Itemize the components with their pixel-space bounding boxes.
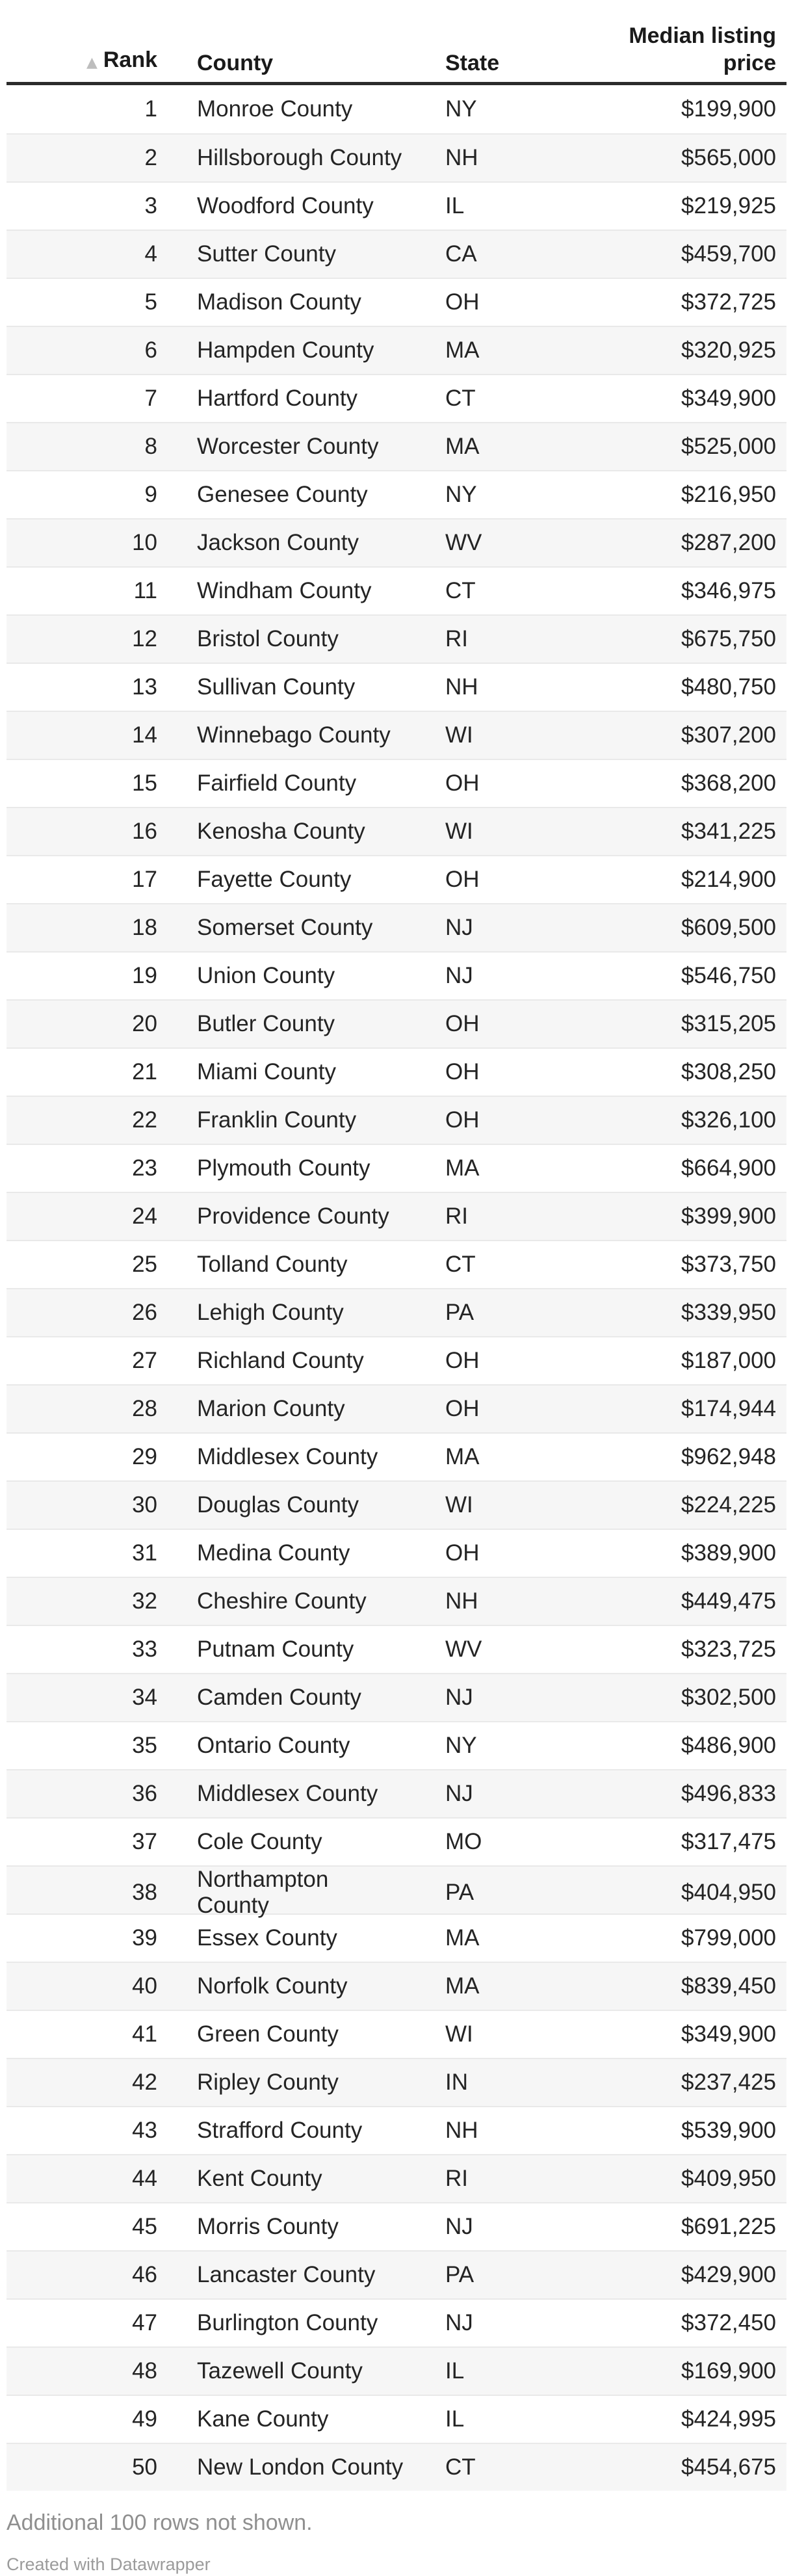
table-row: [6, 2346, 786, 2395]
state-cell: WV: [445, 1636, 482, 1662]
table-row: [6, 1577, 786, 1625]
rank-cell: 42: [132, 2070, 157, 2095]
table-row: [6, 1865, 786, 1918]
rank-cell: 40: [132, 1973, 157, 1999]
price-cell: $839,450: [681, 1973, 776, 1999]
county-cell: Essex County: [197, 1925, 337, 1951]
state-cell: MA: [445, 337, 480, 363]
rank-cell: 24: [132, 1203, 157, 1229]
county-cell: Cole County: [197, 1829, 322, 1854]
state-cell: OH: [445, 1107, 480, 1133]
state-cell: MA: [445, 1155, 480, 1181]
price-cell: $454,675: [681, 2454, 776, 2480]
datawrapper-table: [6, 0, 786, 2491]
price-cell: $216,950: [681, 482, 776, 507]
price-cell: $609,500: [681, 915, 776, 940]
price-cell: $368,200: [681, 770, 776, 796]
county-cell: Ontario County: [197, 1733, 350, 1758]
state-cell: NH: [445, 2118, 478, 2143]
state-cell: MA: [445, 434, 480, 459]
state-cell: MA: [445, 1973, 480, 1999]
rank-cell: 22: [132, 1107, 157, 1133]
column-header-state[interactable]: [406, 49, 617, 77]
rank-cell: 49: [132, 2406, 157, 2432]
county-cell: Winnebago County: [197, 722, 391, 748]
column-header-state-label: State: [445, 51, 500, 75]
county-cell: Cheshire County: [197, 1588, 367, 1614]
table-row: [6, 326, 786, 374]
rank-cell: 26: [132, 1300, 157, 1325]
state-cell: NJ: [445, 2310, 473, 2335]
state-cell: NJ: [445, 963, 473, 988]
state-cell: CT: [445, 1252, 476, 1277]
price-cell: $691,225: [681, 2214, 776, 2239]
rank-cell: 4: [144, 241, 157, 267]
price-cell: $429,900: [681, 2262, 776, 2287]
county-cell: Plymouth County: [197, 1155, 370, 1181]
state-cell: IL: [445, 193, 465, 218]
table-row: [6, 278, 786, 326]
state-cell: WI: [445, 722, 473, 748]
county-cell: Madison County: [197, 289, 361, 315]
price-cell: $349,900: [681, 386, 776, 411]
table-row: [6, 1913, 786, 1962]
column-header-rank-label: Rank: [103, 47, 157, 72]
table-row: [6, 807, 786, 855]
price-cell: $320,925: [681, 337, 776, 363]
county-cell: Fayette County: [197, 867, 352, 892]
table-row: [6, 1047, 786, 1096]
state-cell: OH: [445, 1011, 480, 1036]
price-cell: $214,900: [681, 867, 776, 892]
price-cell: $962,948: [681, 1444, 776, 1469]
table-row: [6, 1432, 786, 1480]
rows-not-shown-note: Additional 100 rows not shown.: [6, 2510, 313, 2535]
table-row: [6, 133, 786, 181]
table-row: [6, 1288, 786, 1336]
county-cell: Kenosha County: [197, 819, 365, 844]
table-row: [6, 1240, 786, 1288]
rank-cell: 18: [132, 915, 157, 940]
price-cell: $315,205: [681, 1011, 776, 1036]
table-header-row: [6, 0, 786, 85]
state-cell: NJ: [445, 2214, 473, 2239]
price-cell: $449,475: [681, 1588, 776, 1614]
table-row: [6, 2395, 786, 2443]
table-row: [6, 2010, 786, 2058]
county-cell: Hampden County: [197, 337, 374, 363]
state-cell: IL: [445, 2406, 465, 2432]
price-cell: $373,750: [681, 1252, 776, 1277]
price-cell: $409,950: [681, 2166, 776, 2191]
county-cell: Ripley County: [197, 2070, 339, 2095]
rank-cell: 29: [132, 1444, 157, 1469]
price-cell: $372,725: [681, 289, 776, 315]
county-cell: Hartford County: [197, 386, 358, 411]
state-cell: OH: [445, 770, 480, 796]
county-cell: Medina County: [197, 1540, 350, 1566]
rank-cell: 12: [132, 626, 157, 651]
rank-cell: 32: [132, 1588, 157, 1614]
table-row: [6, 181, 786, 230]
state-cell: RI: [445, 626, 468, 651]
table-row: [6, 1192, 786, 1240]
rank-cell: 5: [144, 289, 157, 315]
price-cell: $199,900: [681, 96, 776, 122]
rank-cell: 16: [132, 819, 157, 844]
rank-cell: 3: [144, 193, 157, 218]
price-cell: $187,000: [681, 1348, 776, 1373]
rank-cell: 20: [132, 1011, 157, 1036]
county-cell: Morris County: [197, 2214, 339, 2239]
state-cell: NY: [445, 96, 477, 122]
price-cell: $459,700: [681, 241, 776, 267]
state-cell: OH: [445, 1540, 480, 1566]
rank-cell: 23: [132, 1155, 157, 1181]
price-cell: $664,900: [681, 1155, 776, 1181]
rank-cell: 38: [132, 1880, 157, 1905]
county-cell: Strafford County: [197, 2118, 363, 2143]
county-cell: Sutter County: [197, 241, 336, 267]
table-row: [6, 1721, 786, 1769]
price-cell: $486,900: [681, 1733, 776, 1758]
county-cell: Franklin County: [197, 1107, 357, 1133]
table-row: [6, 518, 786, 566]
price-cell: $799,000: [681, 1925, 776, 1951]
county-cell: Tolland County: [197, 1252, 348, 1277]
rank-cell: 47: [132, 2310, 157, 2335]
state-cell: NH: [445, 1588, 478, 1614]
rank-cell: 27: [132, 1348, 157, 1373]
column-header-county-label: County: [197, 51, 274, 75]
price-cell: $546,750: [681, 963, 776, 988]
table-row: [6, 566, 786, 614]
rank-cell: 8: [144, 434, 157, 459]
state-cell: WI: [445, 2021, 473, 2047]
rank-cell: 34: [132, 1685, 157, 1710]
rank-cell: 33: [132, 1636, 157, 1662]
price-cell: $323,725: [681, 1636, 776, 1662]
state-cell: OH: [445, 289, 480, 315]
price-cell: $389,900: [681, 1540, 776, 1566]
rank-cell: 11: [133, 578, 157, 603]
table-row: [6, 1673, 786, 1721]
table-row: [6, 999, 786, 1047]
datawrapper-credit-link[interactable]: Created with Datawrapper: [6, 2555, 211, 2574]
state-cell: CT: [445, 2454, 476, 2480]
table-row: [6, 470, 786, 518]
state-cell: WI: [445, 819, 473, 844]
county-cell: Tazewell County: [197, 2358, 363, 2384]
price-cell: $399,900: [681, 1203, 776, 1229]
rank-cell: 50: [132, 2454, 157, 2480]
state-cell: NJ: [445, 915, 473, 940]
table-row: [6, 1529, 786, 1577]
rank-cell: 10: [132, 530, 157, 555]
county-cell: Marion County: [197, 1396, 345, 1421]
county-cell: Monroe County: [197, 96, 353, 122]
county-cell: Providence County: [197, 1203, 389, 1229]
rank-cell: 28: [132, 1396, 157, 1421]
county-cell: Sullivan County: [197, 674, 356, 700]
rank-cell: 6: [144, 337, 157, 363]
state-cell: NY: [445, 1733, 477, 1758]
table-row: [6, 85, 786, 133]
state-cell: PA: [445, 1300, 474, 1325]
table-row: [6, 1769, 786, 1817]
rank-cell: 9: [144, 482, 157, 507]
county-cell: Putnam County: [197, 1636, 354, 1662]
rank-cell: 2: [144, 145, 157, 170]
rank-cell: 25: [132, 1252, 157, 1277]
price-cell: $675,750: [681, 626, 776, 651]
rank-cell: 43: [132, 2118, 157, 2143]
state-cell: WI: [445, 1492, 473, 1518]
price-cell: $307,200: [681, 722, 776, 748]
table-row: [6, 1625, 786, 1673]
price-cell: $237,425: [681, 2070, 776, 2095]
price-cell: $317,475: [681, 1829, 776, 1854]
county-cell: Somerset County: [197, 915, 373, 940]
state-cell: PA: [445, 1880, 474, 1905]
county-cell: Northampton County: [197, 1867, 329, 1918]
state-cell: CT: [445, 578, 476, 603]
table-row: [6, 422, 786, 470]
state-cell: NH: [445, 674, 478, 700]
table-row: [6, 614, 786, 663]
state-cell: CA: [445, 241, 477, 267]
price-cell: $219,925: [681, 193, 776, 218]
county-cell: Lancaster County: [197, 2262, 376, 2287]
rank-cell: 41: [132, 2021, 157, 2047]
table-row: [6, 2250, 786, 2298]
county-cell: Windham County: [197, 578, 372, 603]
price-cell: $174,944: [681, 1396, 776, 1421]
table-row: [6, 663, 786, 711]
county-cell: Genesee County: [197, 482, 368, 507]
state-cell: NJ: [445, 1685, 473, 1710]
column-header-county[interactable]: [157, 49, 406, 77]
price-cell: $169,900: [681, 2358, 776, 2384]
table-row: [6, 2154, 786, 2202]
table-row: [6, 1817, 786, 1865]
state-cell: MO: [445, 1829, 482, 1854]
table-row: [6, 951, 786, 999]
state-cell: NH: [445, 145, 478, 170]
price-cell: $565,000: [681, 145, 776, 170]
county-cell: Douglas County: [197, 1492, 359, 1518]
price-cell: $480,750: [681, 674, 776, 700]
county-cell: Bristol County: [197, 626, 339, 651]
table-row: [6, 1384, 786, 1432]
county-cell: Camden County: [197, 1685, 361, 1710]
state-cell: OH: [445, 1348, 480, 1373]
rank-cell: 14: [132, 722, 157, 748]
state-cell: PA: [445, 2262, 474, 2287]
state-cell: NY: [445, 482, 477, 507]
county-cell: Worcester County: [197, 434, 379, 459]
price-cell: $326,100: [681, 1107, 776, 1133]
price-cell: $341,225: [681, 819, 776, 844]
county-cell: Hillsborough County: [197, 145, 402, 170]
rank-cell: 30: [132, 1492, 157, 1518]
table-body: [6, 85, 786, 2491]
rank-cell: 44: [132, 2166, 157, 2191]
rank-cell: 13: [132, 674, 157, 700]
table-row: [6, 711, 786, 759]
county-cell: Kent County: [197, 2166, 322, 2191]
table-row: [6, 374, 786, 422]
county-cell: New London County: [197, 2454, 404, 2480]
county-cell: Union County: [197, 963, 335, 988]
price-cell: $224,225: [681, 1492, 776, 1518]
rank-cell: 48: [132, 2358, 157, 2384]
rank-cell: 45: [132, 2214, 157, 2239]
price-cell: $308,250: [681, 1059, 776, 1084]
rank-cell: 15: [132, 770, 157, 796]
table-row: [6, 1480, 786, 1529]
state-cell: OH: [445, 1059, 480, 1084]
column-header-median-listing-price[interactable]: [617, 22, 786, 77]
county-cell: Green County: [197, 2021, 339, 2047]
county-cell: Burlington County: [197, 2310, 378, 2335]
state-cell: OH: [445, 1396, 480, 1421]
table-row: [6, 1096, 786, 1144]
county-cell: Kane County: [197, 2406, 329, 2432]
county-cell: Fairfield County: [197, 770, 357, 796]
rank-cell: 19: [132, 963, 157, 988]
rank-cell: 31: [132, 1540, 157, 1566]
county-cell: Jackson County: [197, 530, 359, 555]
rank-cell: 21: [132, 1059, 157, 1084]
rank-cell: 37: [132, 1829, 157, 1854]
state-cell: RI: [445, 2166, 468, 2191]
rank-cell: 35: [132, 1733, 157, 1758]
table-row: [6, 2443, 786, 2491]
county-cell: Lehigh County: [197, 1300, 344, 1325]
rank-cell: 39: [132, 1925, 157, 1951]
price-cell: $496,833: [681, 1781, 776, 1806]
state-cell: MA: [445, 1925, 480, 1951]
table-row: [6, 230, 786, 278]
state-cell: RI: [445, 1203, 468, 1229]
price-cell: $539,900: [681, 2118, 776, 2143]
rank-cell: 46: [132, 2262, 157, 2287]
county-cell: Woodford County: [197, 193, 374, 218]
table-row: [6, 2106, 786, 2154]
state-cell: OH: [445, 867, 480, 892]
rank-cell: 17: [132, 867, 157, 892]
county-cell: Norfolk County: [197, 1973, 348, 1999]
price-cell: $339,950: [681, 1300, 776, 1325]
table-row: [6, 759, 786, 807]
table-row: [6, 855, 786, 903]
state-cell: WV: [445, 530, 482, 555]
table-row: [6, 1144, 786, 1192]
rank-cell: 7: [144, 386, 157, 411]
price-cell: $349,900: [681, 2021, 776, 2047]
state-cell: IN: [445, 2070, 468, 2095]
column-header-rank[interactable]: [6, 46, 157, 77]
table-row: [6, 1962, 786, 2010]
state-cell: NJ: [445, 1781, 473, 1806]
table-row: [6, 2202, 786, 2250]
county-cell: Richland County: [197, 1348, 364, 1373]
county-cell: Middlesex County: [197, 1781, 378, 1806]
state-cell: CT: [445, 386, 476, 411]
column-header-price-label: Median listing price: [629, 23, 776, 75]
price-cell: $424,995: [681, 2406, 776, 2432]
county-cell: Middlesex County: [197, 1444, 378, 1469]
price-cell: $525,000: [681, 434, 776, 459]
sort-ascending-icon: ▲: [86, 55, 98, 71]
rank-cell: 36: [132, 1781, 157, 1806]
price-cell: $346,975: [681, 578, 776, 603]
price-cell: $372,450: [681, 2310, 776, 2335]
table-row: [6, 2058, 786, 2106]
table-row: [6, 1336, 786, 1384]
table-row: [6, 2298, 786, 2346]
price-cell: $302,500: [681, 1685, 776, 1710]
table-row: [6, 903, 786, 951]
rank-cell: 1: [144, 96, 157, 122]
price-cell: $404,950: [681, 1880, 776, 1905]
state-cell: IL: [445, 2358, 465, 2384]
county-cell: Butler County: [197, 1011, 335, 1036]
county-cell: Miami County: [197, 1059, 336, 1084]
price-cell: $287,200: [681, 530, 776, 555]
state-cell: MA: [445, 1444, 480, 1469]
